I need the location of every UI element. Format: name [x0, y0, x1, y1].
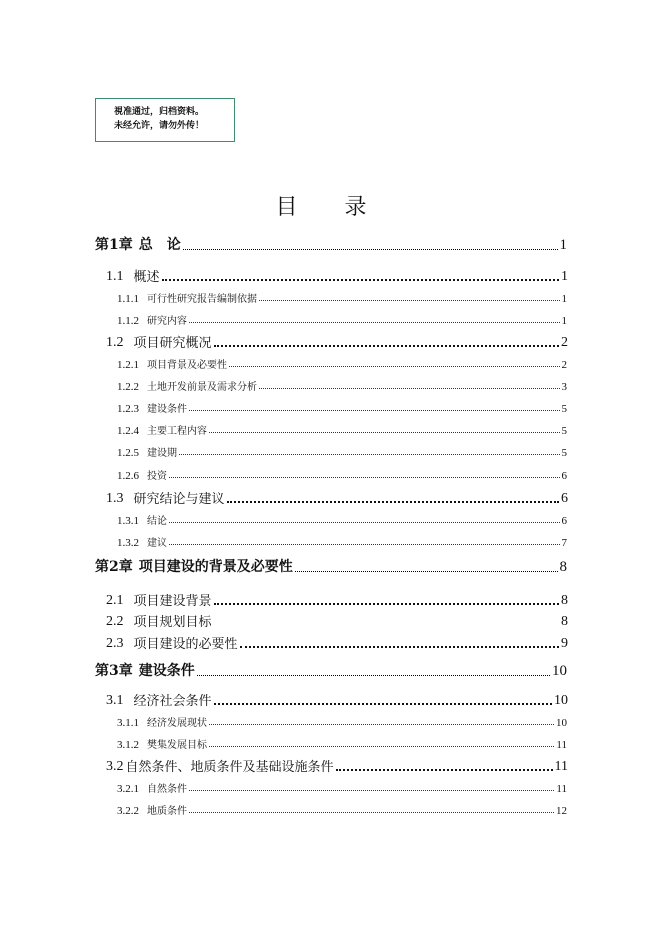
toc-label: 土地开发前景及需求分析	[147, 382, 257, 393]
toc-label: 总 论	[138, 237, 181, 253]
toc-number: 1.1.2	[117, 315, 139, 327]
toc-page: 10	[554, 693, 568, 708]
toc-label: 研究结论与建议	[133, 492, 225, 507]
toc-subsection-3-1-1[interactable]	[117, 714, 567, 729]
toc-number: 1.2.5	[117, 447, 139, 459]
toc-page: 1	[561, 293, 567, 305]
toc-section-3-1[interactable]	[106, 690, 568, 709]
toc-section-1-1[interactable]	[106, 266, 568, 285]
toc-subsection-3-2-2[interactable]	[117, 802, 567, 817]
toc-chapter-2[interactable]	[95, 556, 567, 576]
approval-stamp	[95, 98, 235, 142]
toc-label: 项目研究概况	[133, 336, 212, 351]
toc-page: 2	[561, 359, 567, 371]
toc-number: 1.2.4	[117, 425, 139, 437]
toc-leader	[336, 769, 553, 771]
toc-subsection-1-2-2[interactable]	[117, 378, 567, 393]
toc-section-3-2[interactable]	[106, 756, 568, 775]
toc-leader	[197, 675, 550, 676]
toc-page: 11	[556, 739, 567, 751]
toc-section-2-2[interactable]	[106, 611, 568, 630]
toc-label: 经济发展现状	[147, 718, 207, 729]
toc-page: 11	[554, 759, 568, 774]
toc-chapter-3[interactable]	[95, 660, 567, 680]
stamp-line-1: 視准通过，归档资料。	[114, 107, 205, 117]
toc-leader	[189, 790, 554, 791]
stamp-line-2: 未经允许，请勿外传！	[114, 121, 205, 131]
toc-number: 3.2	[106, 759, 124, 774]
toc-number: 2.2	[106, 614, 124, 629]
toc-leader	[227, 501, 559, 503]
toc-subsection-1-1-2[interactable]	[117, 312, 567, 327]
toc-number: 3.1.2	[117, 739, 139, 751]
toc-label: 经济社会条件	[133, 694, 212, 709]
toc-number: 1.2.1	[117, 359, 139, 371]
toc-page: 3	[561, 381, 567, 393]
toc-subsection-1-2-3[interactable]	[117, 400, 567, 415]
toc-label: 自然条件、地质条件及基础设施条件	[125, 760, 334, 775]
toc-leader	[189, 322, 560, 323]
toc-label: 项目建设的必要性	[133, 637, 238, 652]
toc-page: 6	[561, 515, 567, 527]
toc-label: 地质条件	[147, 806, 187, 817]
toc-number: 第3章	[95, 663, 133, 679]
toc-label: 主要工程内容	[147, 426, 207, 437]
toc-subsection-3-2-1[interactable]	[117, 780, 567, 795]
toc-page: 9	[561, 636, 568, 651]
toc-number: 1.2.3	[117, 403, 139, 415]
toc-page: 11	[556, 783, 567, 795]
toc-leader	[179, 454, 560, 455]
toc-page: 6	[561, 491, 568, 506]
toc-leader	[295, 571, 558, 572]
toc-subsection-1-2-6[interactable]	[117, 467, 567, 482]
toc-label: 项目背景及必要性	[147, 360, 227, 371]
toc-leader	[183, 249, 558, 250]
toc-number: 1.2	[106, 335, 124, 350]
toc-section-2-1[interactable]	[106, 590, 568, 609]
toc-leader	[259, 300, 560, 301]
toc-number: 3.1	[106, 693, 124, 708]
toc-leader	[189, 410, 560, 411]
toc-section-1-3[interactable]	[106, 488, 568, 507]
toc-label: 概述	[133, 270, 160, 285]
toc-label: 樊集发展目标	[147, 740, 207, 751]
toc-subsection-1-3-2[interactable]	[117, 534, 567, 549]
toc-label: 项目规划目标	[133, 615, 212, 630]
toc-page: 8	[561, 593, 568, 608]
toc-label: 建设条件	[138, 663, 195, 679]
toc-page: 6	[561, 470, 567, 482]
toc-leader	[259, 388, 560, 389]
toc-leader	[162, 279, 559, 281]
toc-leader	[169, 544, 560, 545]
toc-label: 建设条件	[147, 404, 187, 415]
toc-number: 2.3	[106, 636, 124, 651]
toc-page: 5	[561, 425, 567, 437]
toc-subsection-1-2-1[interactable]	[117, 356, 567, 371]
toc-page: 10	[556, 717, 567, 729]
toc-page: 5	[561, 447, 567, 459]
toc-page: 7	[561, 537, 567, 549]
toc-number: 1.3.2	[117, 537, 139, 549]
toc-page: 5	[561, 403, 567, 415]
toc-page: 8	[561, 614, 568, 629]
toc-label: 项目建设背景	[133, 594, 212, 609]
toc-section-2-3[interactable]	[106, 633, 568, 652]
toc-label: 研究内容	[147, 316, 187, 327]
toc-number: 2.1	[106, 593, 124, 608]
toc-label: 建议	[147, 538, 167, 549]
toc-section-1-2[interactable]	[106, 332, 568, 351]
toc-page: 10	[552, 663, 567, 679]
toc-leader	[209, 724, 554, 725]
toc-label: 建设期	[147, 448, 177, 459]
toc-number: 1.2.6	[117, 470, 139, 482]
toc-number: 1.2.2	[117, 381, 139, 393]
toc-number: 3.2.1	[117, 783, 139, 795]
toc-page: 1	[561, 269, 568, 284]
toc-leader	[189, 812, 554, 813]
toc-leader	[169, 522, 560, 523]
toc-leader	[214, 703, 552, 705]
toc-leader	[209, 432, 560, 433]
toc-page: 1	[559, 237, 567, 253]
toc-page: 2	[561, 335, 568, 350]
toc-label: 投资	[147, 471, 167, 482]
page-title: 目 录	[275, 195, 387, 220]
toc-page: 8	[559, 559, 567, 575]
toc-number: 1.1.1	[117, 293, 139, 305]
toc-number: 第1章	[95, 237, 133, 253]
toc-page: 12	[556, 805, 567, 817]
toc-chapter-1[interactable]	[95, 234, 567, 254]
toc-label: 可行性研究报告编制依据	[147, 294, 257, 305]
toc-leader	[209, 746, 554, 747]
toc-page: 1	[561, 315, 567, 327]
toc-number: 第2章	[95, 559, 133, 575]
toc-leader	[214, 345, 559, 347]
toc-leader	[229, 366, 560, 367]
toc-number: 1.3	[106, 491, 124, 506]
toc-subsection-1-2-4[interactable]	[117, 422, 567, 437]
toc-label: 项目建设的背景及必要性	[138, 559, 293, 575]
toc-leader	[240, 646, 559, 648]
toc-label: 自然条件	[147, 784, 187, 795]
toc-number: 1.3.1	[117, 515, 139, 527]
toc-leader	[214, 603, 559, 605]
toc-number: 1.1	[106, 269, 124, 284]
toc-subsection-3-1-2[interactable]	[117, 736, 567, 751]
toc-label: 结论	[147, 516, 167, 527]
toc-number: 3.1.1	[117, 717, 139, 729]
toc-subsection-1-3-1[interactable]	[117, 512, 567, 527]
toc-number: 3.2.2	[117, 805, 139, 817]
toc-subsection-1-1-1[interactable]	[117, 290, 567, 305]
toc-subsection-1-2-5[interactable]	[117, 444, 567, 459]
toc-leader	[169, 477, 560, 478]
